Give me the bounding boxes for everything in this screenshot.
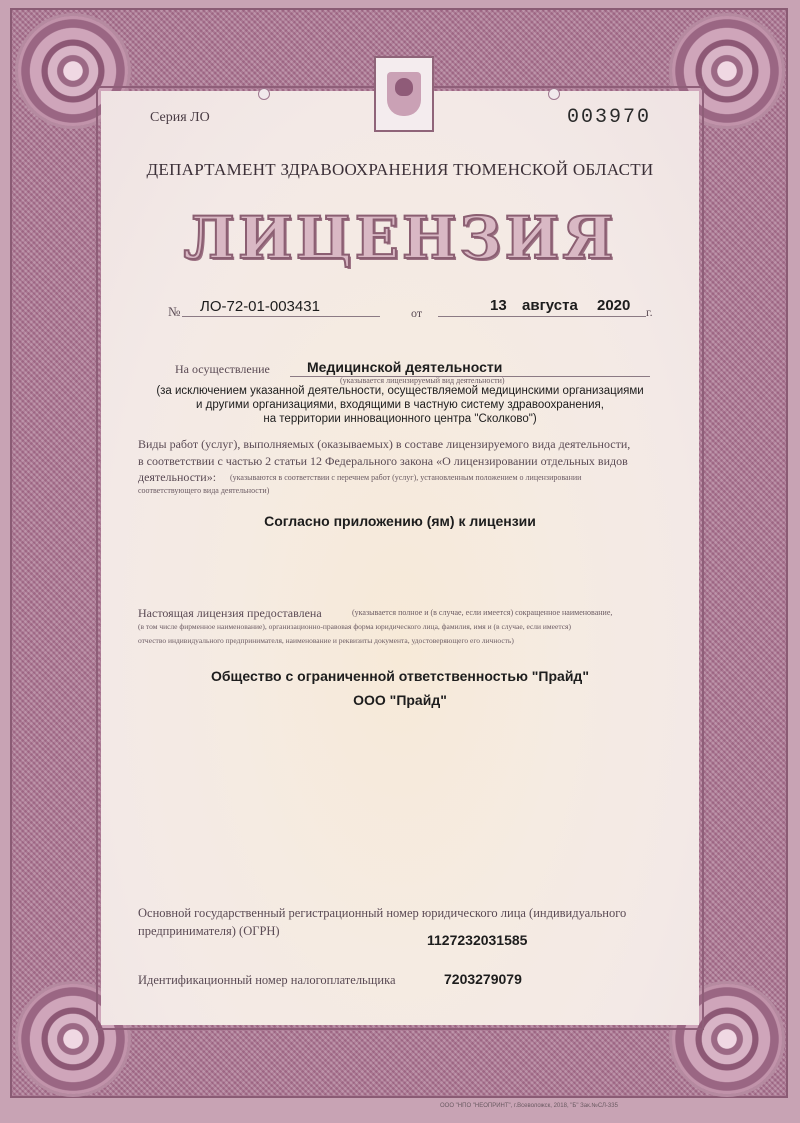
works-text-line-2: в соответствии с частью 2 статьи 12 Федерального закона «О лицензировании отдельных видов [138,454,628,468]
license-day: 13 [490,297,507,314]
license-month: августа [522,297,578,314]
works-text-line-3: деятельности»: [138,470,217,484]
emblem-shield-icon [387,72,421,116]
works-value: Согласно приложению (ям) к лицензии [264,513,536,529]
ogrn-label-line-2: предпринимателя) (ОГРН) [138,924,280,938]
licensee-short-name: ООО "Прайд" [353,692,447,708]
inn-label: Идентификационный номер налогоплательщика [138,973,396,987]
licensee-full-name: Общество с ограниченной ответственностью "Прайд" [211,668,589,684]
number-prefix: № [168,304,181,319]
inn-value: 7203279079 [444,971,522,987]
printer-imprint: ООО "НПО "НЕОПРИНТ", г.Всеволожск, 2018, "Б" Зак.№СЛ-335 [440,1103,618,1109]
licensee-label: Настоящая лицензия предоставлена [138,606,322,620]
activity-underline [290,362,650,377]
license-number: ЛО-72-01-003431 [200,298,320,315]
punch-hole-right [548,88,560,100]
activity-clarification-line-3: на территории инновационного центра "Сколково") [263,413,537,425]
punch-hole-left [258,88,270,100]
activity-hint: (указывается лицензируемый вид деятельности) [340,376,505,385]
serial-number: 003970 [567,106,652,129]
date-prefix: от [411,306,423,320]
licensee-hint-line-1: (указывается полное и (в случае, если имеется) сокращенное наименование, [352,608,613,617]
licensee-hint-line-2: (в том числе фирменное наименование), организационно-правовая форма юридического лица, фамилия, имя и (в случае, если имеется) [138,622,571,631]
series-label: Серия ЛО [150,110,210,125]
works-text-line-1: Виды работ (услуг), выполняемых (оказываемых) в составе лицензируемого вида деятельности, [138,437,631,451]
license-year: 2020 [597,297,631,314]
activity-value: Медицинской деятельности [307,359,503,375]
works-hint-line-1: (указываются в соответствии с перечнем работ (услуг), установленным положением о лицензировании [230,473,582,482]
document-title: ЛИЦЕНЗИЯ [183,204,617,272]
year-suffix: г. [646,305,653,319]
activity-label: На осуществление [175,362,270,376]
activity-clarification-line-1: (за исключением указанной деятельности, осуществляемой медицинскими организациями [156,385,644,397]
activity-clarification-line-2: и другими организациями, входящими в частную систему здравоохранения, [196,399,604,411]
coat-of-arms-emblem-icon [374,56,434,132]
ogrn-label-line-1: Основной государственный регистрационный номер юридического лица (индивидуального [138,906,627,920]
licensee-hint-line-3: отчество индивидуального предпринимателя, наименование и реквизиты документа, удостоверяющего его личность) [138,636,514,645]
ogrn-value: 1127232031585 [427,932,528,948]
works-hint-line-2: соответствующего вида деятельности) [138,486,270,495]
department-name: ДЕПАРТАМЕНТ ЗДРАВООХРАНЕНИЯ ТЮМЕНСКОЙ ОБЛАСТИ [146,160,654,179]
